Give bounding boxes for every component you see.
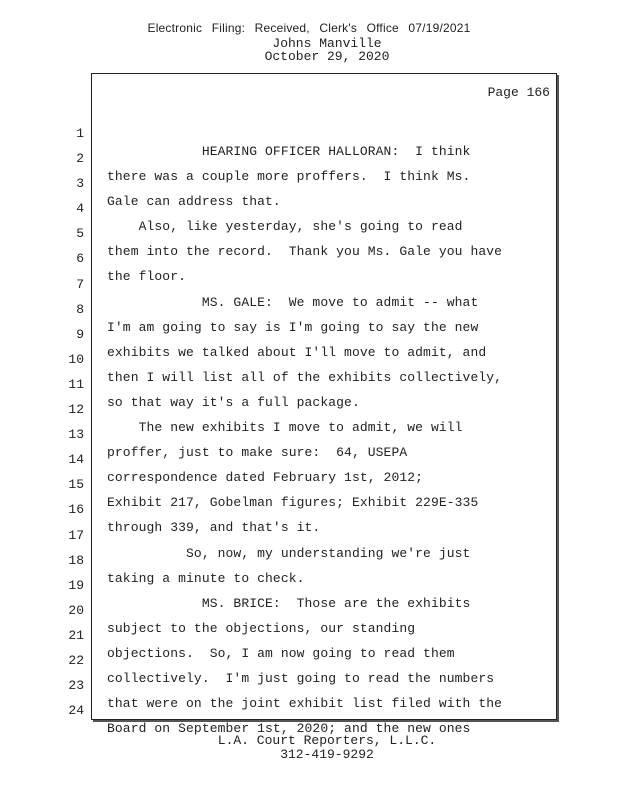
line-number: 21	[68, 627, 84, 643]
transcript-line	[0, 283, 618, 335]
line-text: MS. BRICE: Those are the exhibits	[107, 595, 471, 611]
line-number: 20	[68, 602, 84, 618]
line-number: 22	[68, 652, 84, 668]
line-number: 9	[76, 326, 84, 342]
court-reporter-phone: 312-419-9292	[280, 747, 374, 762]
line-number: 5	[76, 226, 84, 242]
line-text: I'm am going to say is I'm going to say the new	[107, 319, 479, 335]
line-text: through 339, and that's it.	[107, 520, 321, 536]
court-reporter-name: L.A. Court Reporters, L.L.C.	[217, 733, 437, 748]
line-number: 14	[68, 452, 84, 468]
transcript-line	[0, 258, 618, 310]
line-number: 8	[76, 301, 84, 317]
transcript-line	[0, 182, 618, 235]
line-text: So, now, my understanding we're just	[107, 545, 471, 561]
transcript-line	[0, 207, 618, 260]
line-number: 17	[68, 527, 84, 543]
line-text: subject to the objections, our standing	[107, 620, 416, 636]
line-number: 10	[68, 351, 84, 367]
line-text: the floor.	[107, 269, 187, 285]
line-text: Board on September 1st, 2020; and the new ones	[107, 721, 471, 737]
line-text: The new exhibits I move to admit, we will	[107, 420, 463, 436]
line-text: Gale can address that.	[107, 194, 281, 210]
line-number: 23	[68, 678, 84, 694]
transcript-line	[0, 232, 618, 285]
transcript-line	[0, 132, 618, 185]
line-text: that were on the joint exhibit list filed with the	[107, 696, 503, 712]
line-text: there was a couple more proffers. I think Ms.	[107, 169, 471, 185]
line-number: 1	[76, 126, 84, 141]
line-text: objections. So, I am now going to read them	[107, 645, 455, 661]
line-text: so that way it's a full package.	[107, 394, 360, 410]
line-number: 15	[68, 477, 84, 493]
line-text: then I will list all of the exhibits collectively,	[107, 369, 503, 385]
filing-stamp: Electronic Filing: Received, Clerk's Office 07/19/2021	[147, 21, 471, 35]
line-number: 19	[68, 577, 84, 593]
line-text: correspondence dated February 1st, 2012;	[107, 470, 424, 486]
line-text: Also, like yesterday, she's going to read	[107, 219, 463, 235]
case-name: Johns Manville	[272, 36, 382, 51]
line-text: proffer, just to make sure: 64, USEPA	[107, 445, 408, 461]
line-number: 11	[68, 376, 84, 392]
line-number: 12	[68, 402, 84, 418]
line-number: 6	[76, 251, 84, 267]
transcript-line	[0, 107, 618, 159]
line-number: 2	[76, 151, 84, 167]
hearing-date: October 29, 2020	[264, 49, 390, 64]
line-text: exhibits we talked about I'll move to admit, and	[107, 344, 487, 360]
line-number: 7	[76, 276, 84, 292]
line-number: 3	[76, 176, 84, 192]
line-number: 16	[68, 502, 84, 518]
line-text: Exhibit 217, Gobelman figures; Exhibit 229E-335	[107, 495, 479, 511]
transcript-line	[0, 684, 618, 737]
transcript-line	[0, 157, 618, 210]
transcript-lines	[0, 107, 618, 737]
line-number: 24	[68, 703, 84, 719]
page-number: Page 166	[487, 85, 550, 100]
line-text: them into the record. Thank you Ms. Gale you have	[107, 244, 503, 260]
line-text: collectively. I'm just going to read the numbers	[107, 670, 495, 686]
line-number: 18	[68, 552, 84, 568]
line-text: taking a minute to check.	[107, 570, 305, 586]
line-text: HEARING OFFICER HALLORAN: I think	[107, 144, 471, 159]
line-number: 4	[76, 201, 84, 217]
line-text: MS. GALE: We move to admit -- what	[107, 294, 479, 310]
line-number: 13	[68, 427, 84, 443]
